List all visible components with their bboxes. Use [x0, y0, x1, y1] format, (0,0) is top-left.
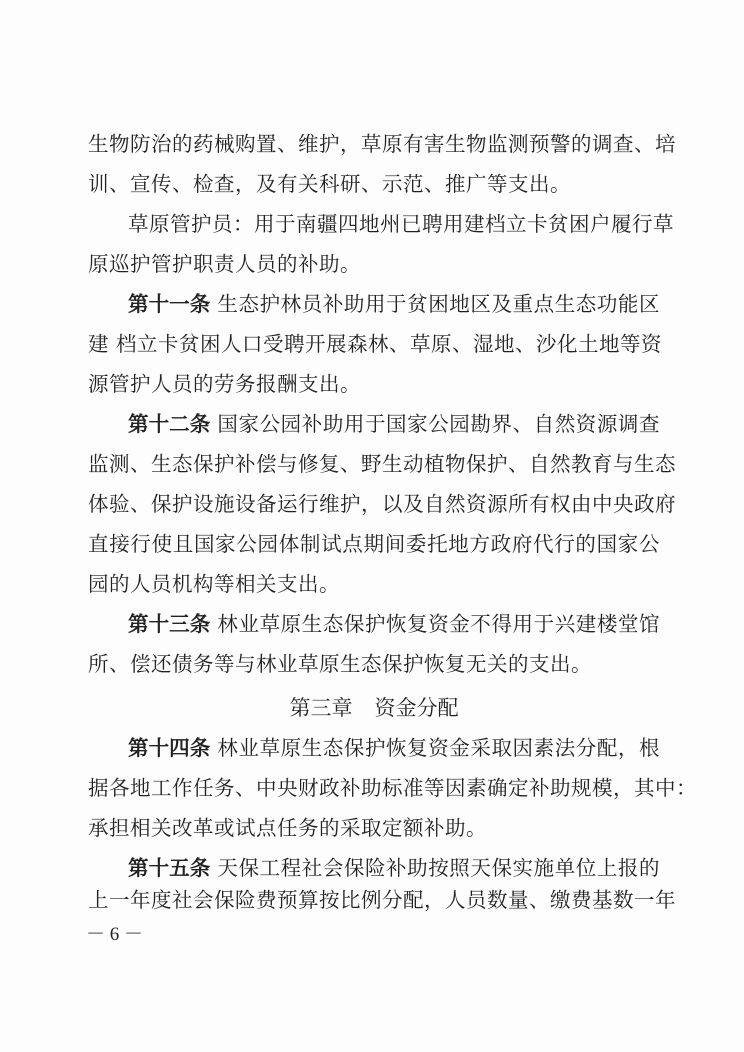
paragraph-line: 体验、保护设施设备运行维护，以及自然资源所有权由中央政府: [88, 492, 676, 516]
paragraph-line: 生物防治的药械购置、维护，草原有害生物监测预警的调查、培: [88, 132, 676, 156]
chapter-number: 第三章: [289, 696, 353, 720]
article-15-label: 第十五条: [128, 856, 211, 880]
article-12-text: 国家公园补助用于国家公园勘界、自然资源调查: [210, 412, 661, 436]
article-13-line: [128, 610, 660, 638]
chapter-heading: [88, 694, 660, 722]
article-15-text: 天保工程社会保险补助按照天保实施单位上报的: [210, 856, 661, 880]
article-13-text: 林业草原生态保护恢复资金不得用于兴建楼堂馆: [210, 612, 661, 636]
paragraph-line: 建 档立卡贫困人口受聘开展森林、草原、湿地、沙化土地等资: [88, 332, 663, 356]
paragraph-line: 承担相关改革或试点任务的采取定额补助。: [88, 816, 487, 840]
paragraph-line: 上一年度社会保险费预算按比例分配，人员数量、缴费基数一年: [88, 888, 676, 912]
paragraph-line: 草原管护员：用于南疆四地州已聘用建档立卡贫困户履行草: [128, 212, 674, 236]
paragraph-line: 源管护人员的劳务报酬支出。: [88, 372, 361, 396]
page-number: － 6 －: [86, 924, 144, 945]
paragraph-line: 据各地工作任务、中央财政补助标准等因素确定补助规模，其中：: [88, 776, 697, 800]
article-11-label: 第十一条: [128, 292, 211, 316]
article-12-line: [128, 410, 660, 438]
paragraph-line: 园的人员机构等相关支出。: [88, 572, 340, 596]
article-14-label: 第十四条: [128, 736, 211, 760]
article-11-line: [128, 290, 660, 318]
article-11-text: 生态护林员补助用于贫困地区及重点生态功能区: [210, 292, 661, 316]
paragraph-line: 原巡护管护职责人员的补助。: [88, 252, 361, 276]
paragraph-line: 训、宣传、检查，及有关科研、示范、推广等支出。: [88, 172, 571, 196]
paragraph-line: 所、偿还债务等与林业草原生态保护恢复无关的支出。: [88, 652, 592, 676]
article-14-line: [128, 734, 660, 762]
paragraph-line: 监测、生态保护补偿与修复、野生动植物保护、自然教育与生态: [88, 452, 676, 476]
paragraph-line: 直接行使且国家公园体制试点期间委托地方政府代行的国家公: [88, 532, 660, 556]
article-12-label: 第十二条: [128, 412, 211, 436]
article-14-text: 林业草原生态保护恢复资金采取因素法分配，根: [210, 736, 661, 760]
article-15-line: [128, 854, 660, 882]
chapter-title: 资金分配: [374, 696, 459, 720]
article-13-label: 第十三条: [128, 612, 211, 636]
